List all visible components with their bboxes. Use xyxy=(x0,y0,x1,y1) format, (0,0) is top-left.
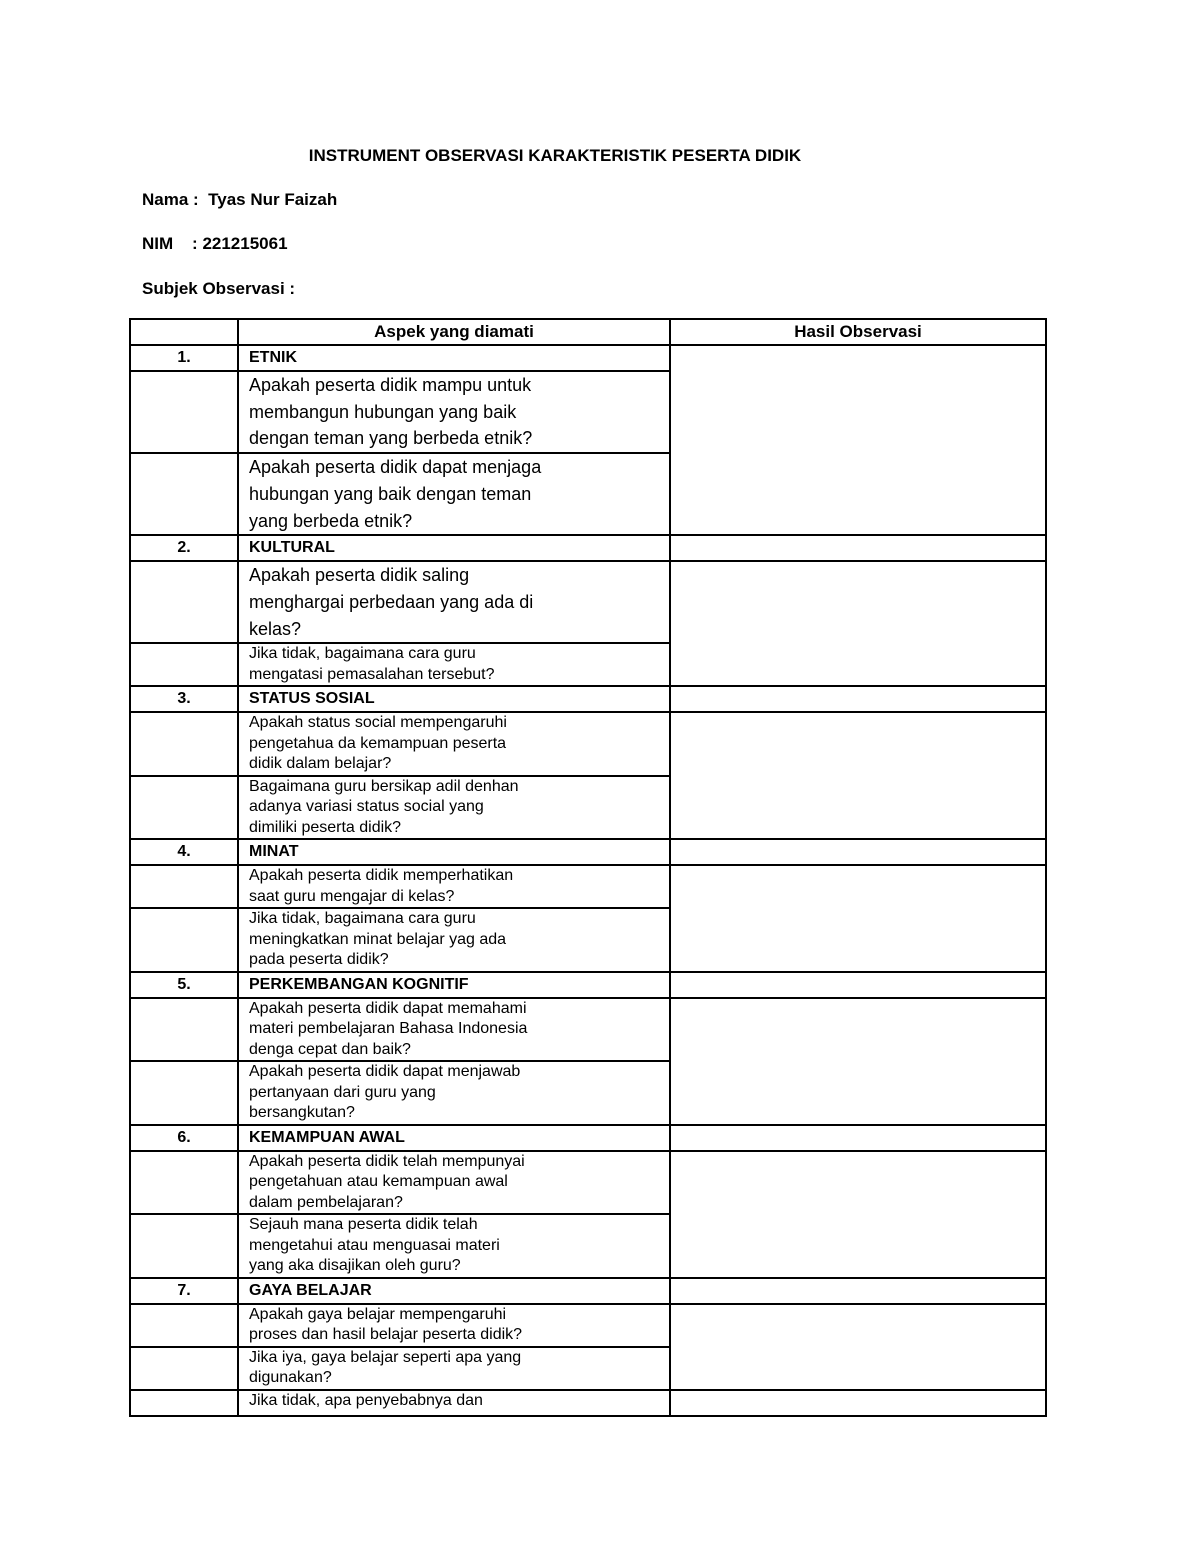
section-number: 2. xyxy=(130,535,238,561)
result-cell[interactable] xyxy=(670,1304,1046,1390)
result-cell[interactable] xyxy=(670,1151,1046,1278)
question-text: Apakah peserta didik dapat menjawab pertanyaan dari guru yang bersangkutan? xyxy=(238,1061,670,1125)
section-number: 7. xyxy=(130,1278,238,1304)
observation-table xyxy=(129,318,1047,1417)
question-text: Apakah peserta didik saling menghargai perbedaan yang ada di kelas? xyxy=(238,561,670,643)
question-text: Apakah status social mempengaruhi pengetahua da kemampuan peserta didik dalam belajar? xyxy=(238,712,670,776)
question-text: Sejauh mana peserta didik telah mengetahui atau menguasai materi yang aka disajikan oleh guru? xyxy=(238,1214,670,1278)
question-text: Apakah peserta didik telah mempunyai pengetahuan atau kemampuan awal dalam pembelajaran? xyxy=(238,1151,670,1215)
question-text: Bagaimana guru bersikap adil denhan adanya variasi status social yang dimiliki peserta didik? xyxy=(238,776,670,840)
result-cell[interactable] xyxy=(670,686,1046,712)
result-cell[interactable] xyxy=(670,1278,1046,1304)
question-row xyxy=(130,561,1046,643)
question-text: Apakah peserta didik dapat menjaga hubungan yang baik dengan teman yang berbeda etnik? xyxy=(238,453,670,535)
result-cell[interactable] xyxy=(670,839,1046,865)
section-row-kemampuan-awal xyxy=(130,1125,1046,1151)
section-row-perkembangan-kognitif xyxy=(130,972,1046,998)
result-cell[interactable] xyxy=(670,561,1046,686)
question-text: Apakah peserta didik memperhatikan saat guru mengajar di kelas? xyxy=(238,865,670,908)
table-header-row xyxy=(130,319,1046,345)
question-text: Jika iya, gaya belajar seperti apa yang digunakan? xyxy=(238,1347,670,1390)
result-cell[interactable] xyxy=(670,712,1046,839)
section-label: KULTURAL xyxy=(238,535,670,561)
document-title: INSTRUMENT OBSERVASI KARAKTERISTIK PESERTA DIDIK xyxy=(308,146,802,165)
section-row-gaya-belajar xyxy=(130,1278,1046,1304)
question-row xyxy=(130,1304,1046,1347)
section-label: GAYA BELAJAR xyxy=(238,1278,670,1304)
section-number: 4. xyxy=(130,839,238,865)
result-cell[interactable] xyxy=(670,1390,1046,1416)
question-text: Apakah gaya belajar mempengaruhi proses dan hasil belajar peserta didik? xyxy=(238,1304,670,1347)
section-row-kultural xyxy=(130,535,1046,561)
question-row xyxy=(130,1151,1046,1215)
section-label: KEMAMPUAN AWAL xyxy=(238,1125,670,1151)
question-text: Jika tidak, bagaimana cara guru meningkatkan minat belajar yag ada pada peserta didik? xyxy=(238,908,670,972)
question-text: Apakah peserta didik mampu untuk membangun hubungan yang baik dengan teman yang berbeda etnik? xyxy=(238,371,670,453)
question-text: Apakah peserta didik dapat memahami materi pembelajaran Bahasa Indonesia denga cepat dan baik? xyxy=(238,998,670,1062)
result-cell[interactable] xyxy=(670,998,1046,1125)
nim-field: NIM : 221215061 xyxy=(142,234,288,253)
section-number: 6. xyxy=(130,1125,238,1151)
question-row xyxy=(130,998,1046,1062)
section-label: STATUS SOSIAL xyxy=(238,686,670,712)
result-cell[interactable] xyxy=(670,972,1046,998)
nama-field: Nama : Tyas Nur Faizah xyxy=(142,190,338,209)
result-cell[interactable] xyxy=(670,345,1046,535)
question-row xyxy=(130,712,1046,776)
section-number: 5. xyxy=(130,972,238,998)
section-label: ETNIK xyxy=(238,345,670,371)
subjek-observasi-field: Subjek Observasi : xyxy=(142,279,296,298)
section-row-status-sosial xyxy=(130,686,1046,712)
question-text: Jika tidak, bagaimana cara guru mengatasi pemasalahan tersebut? xyxy=(238,643,670,686)
result-cell[interactable] xyxy=(670,865,1046,972)
section-number: 1. xyxy=(130,345,238,371)
question-row xyxy=(130,1390,1046,1416)
section-label: PERKEMBANGAN KOGNITIF xyxy=(238,972,670,998)
header-aspek: Aspek yang diamati xyxy=(238,319,670,345)
section-label: MINAT xyxy=(238,839,670,865)
question-text: Jika tidak, apa penyebabnya dan xyxy=(238,1390,670,1416)
section-number: 3. xyxy=(130,686,238,712)
section-row-minat xyxy=(130,839,1046,865)
result-cell[interactable] xyxy=(670,535,1046,561)
question-row xyxy=(130,865,1046,908)
result-cell[interactable] xyxy=(670,1125,1046,1151)
section-row-etnik xyxy=(130,345,1046,371)
header-no xyxy=(130,319,238,345)
header-hasil: Hasil Observasi xyxy=(670,319,1046,345)
